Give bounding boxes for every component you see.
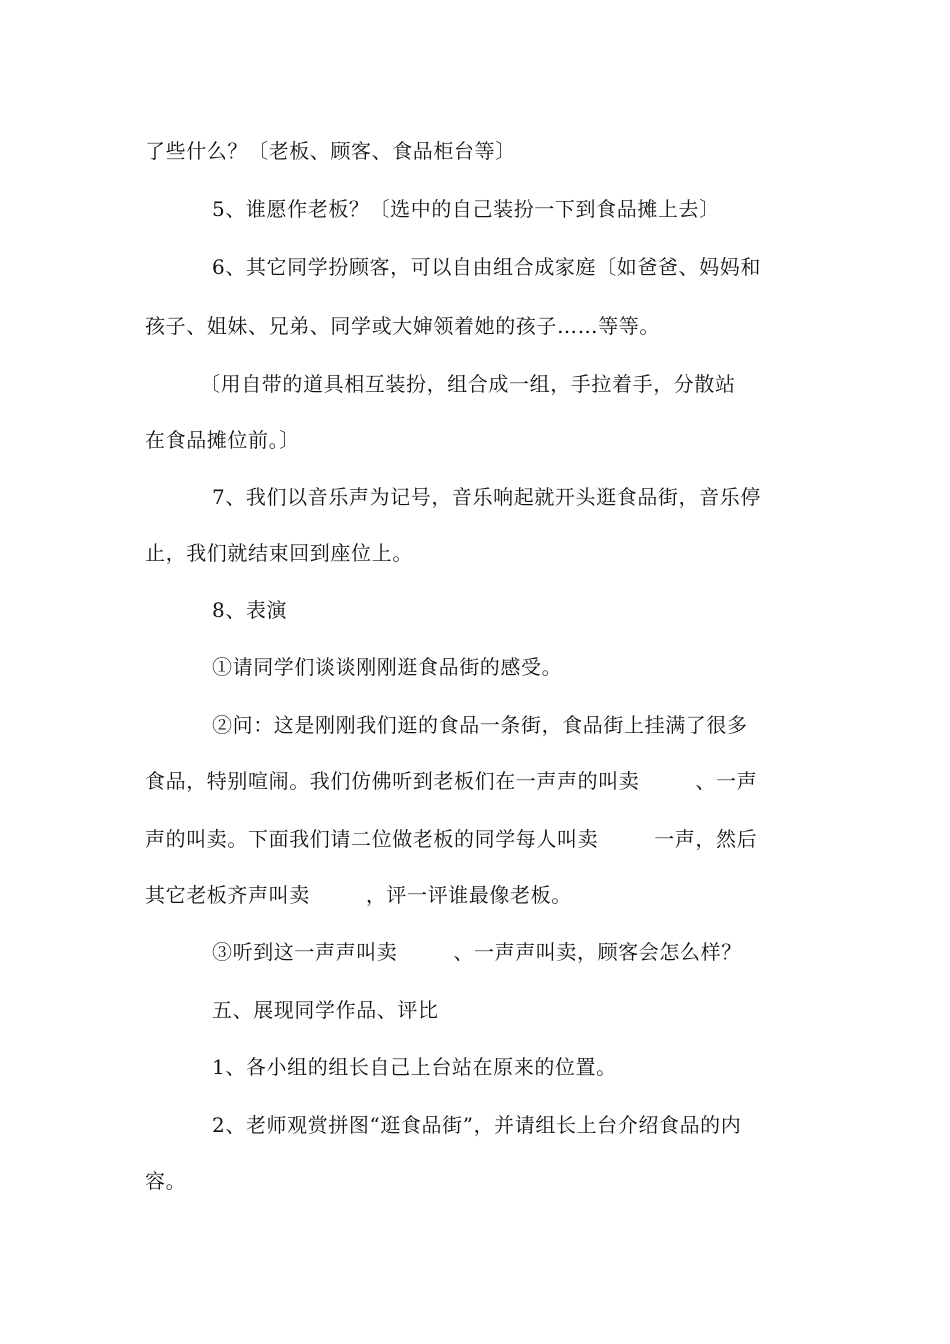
section-heading: 五、展现同学作品、评比: [212, 998, 439, 1022]
text-line: ①请同学们谈谈刚刚逛食品街的感受。: [212, 655, 563, 679]
text-line: 了些什么？〔老板、顾客、食品柜台等〕: [145, 139, 516, 163]
text-segment: 、一声声叫卖，顾客会怎么样？: [453, 940, 742, 964]
text-line: 7、我们以音乐声为记号，音乐响起就开头逛食品街，音乐停: [212, 485, 761, 509]
text-segment: ③听到这一声声叫卖: [212, 940, 398, 964]
text-segment: ，评一评谁最像老板。: [365, 883, 572, 907]
text-line: 止，我们就结束回到座位上。: [145, 541, 413, 565]
text-segment: 一声，然后: [654, 827, 758, 851]
text-line: 6、其它同学扮顾客，可以自由组合成家庭〔如爸爸、妈妈和: [212, 255, 761, 279]
text-line: 8、表演: [212, 598, 288, 622]
text-segment: 声的叫卖。下面我们请二位做老板的同学每人叫卖: [145, 827, 599, 851]
text-line: [145, 766, 805, 796]
text-line: [212, 937, 805, 967]
text-segment: 、一声: [695, 769, 758, 793]
text-segment: 其它老板齐声叫卖: [145, 883, 310, 907]
text-line: 2、老师观赏拼图“逛食品街”，并请组长上台介绍食品的内: [212, 1113, 742, 1137]
text-line: [145, 824, 805, 854]
text-line: 在食品摊位前。〕: [145, 428, 300, 452]
text-line: 1、各小组的组长自己上台站在原来的位置。: [212, 1055, 617, 1079]
text-line: 〔用自带的道具相互装扮，组合成一组，手拉着手，分散站: [200, 372, 736, 396]
text-line: 孩子、姐妹、兄弟、同学或大婶领着她的孩子……等等。: [145, 314, 660, 338]
text-line: 5、谁愿作老板？〔选中的自己装扮一下到食品摊上去〕: [212, 197, 720, 221]
text-line: 容。: [145, 1169, 187, 1193]
text-line: ②问：这是刚刚我们逛的食品一条街，食品街上挂满了很多: [212, 713, 748, 737]
text-segment: 食品，特别喧闹。我们仿佛听到老板们在一声声的叫卖: [145, 769, 640, 793]
text-line: [145, 880, 805, 910]
